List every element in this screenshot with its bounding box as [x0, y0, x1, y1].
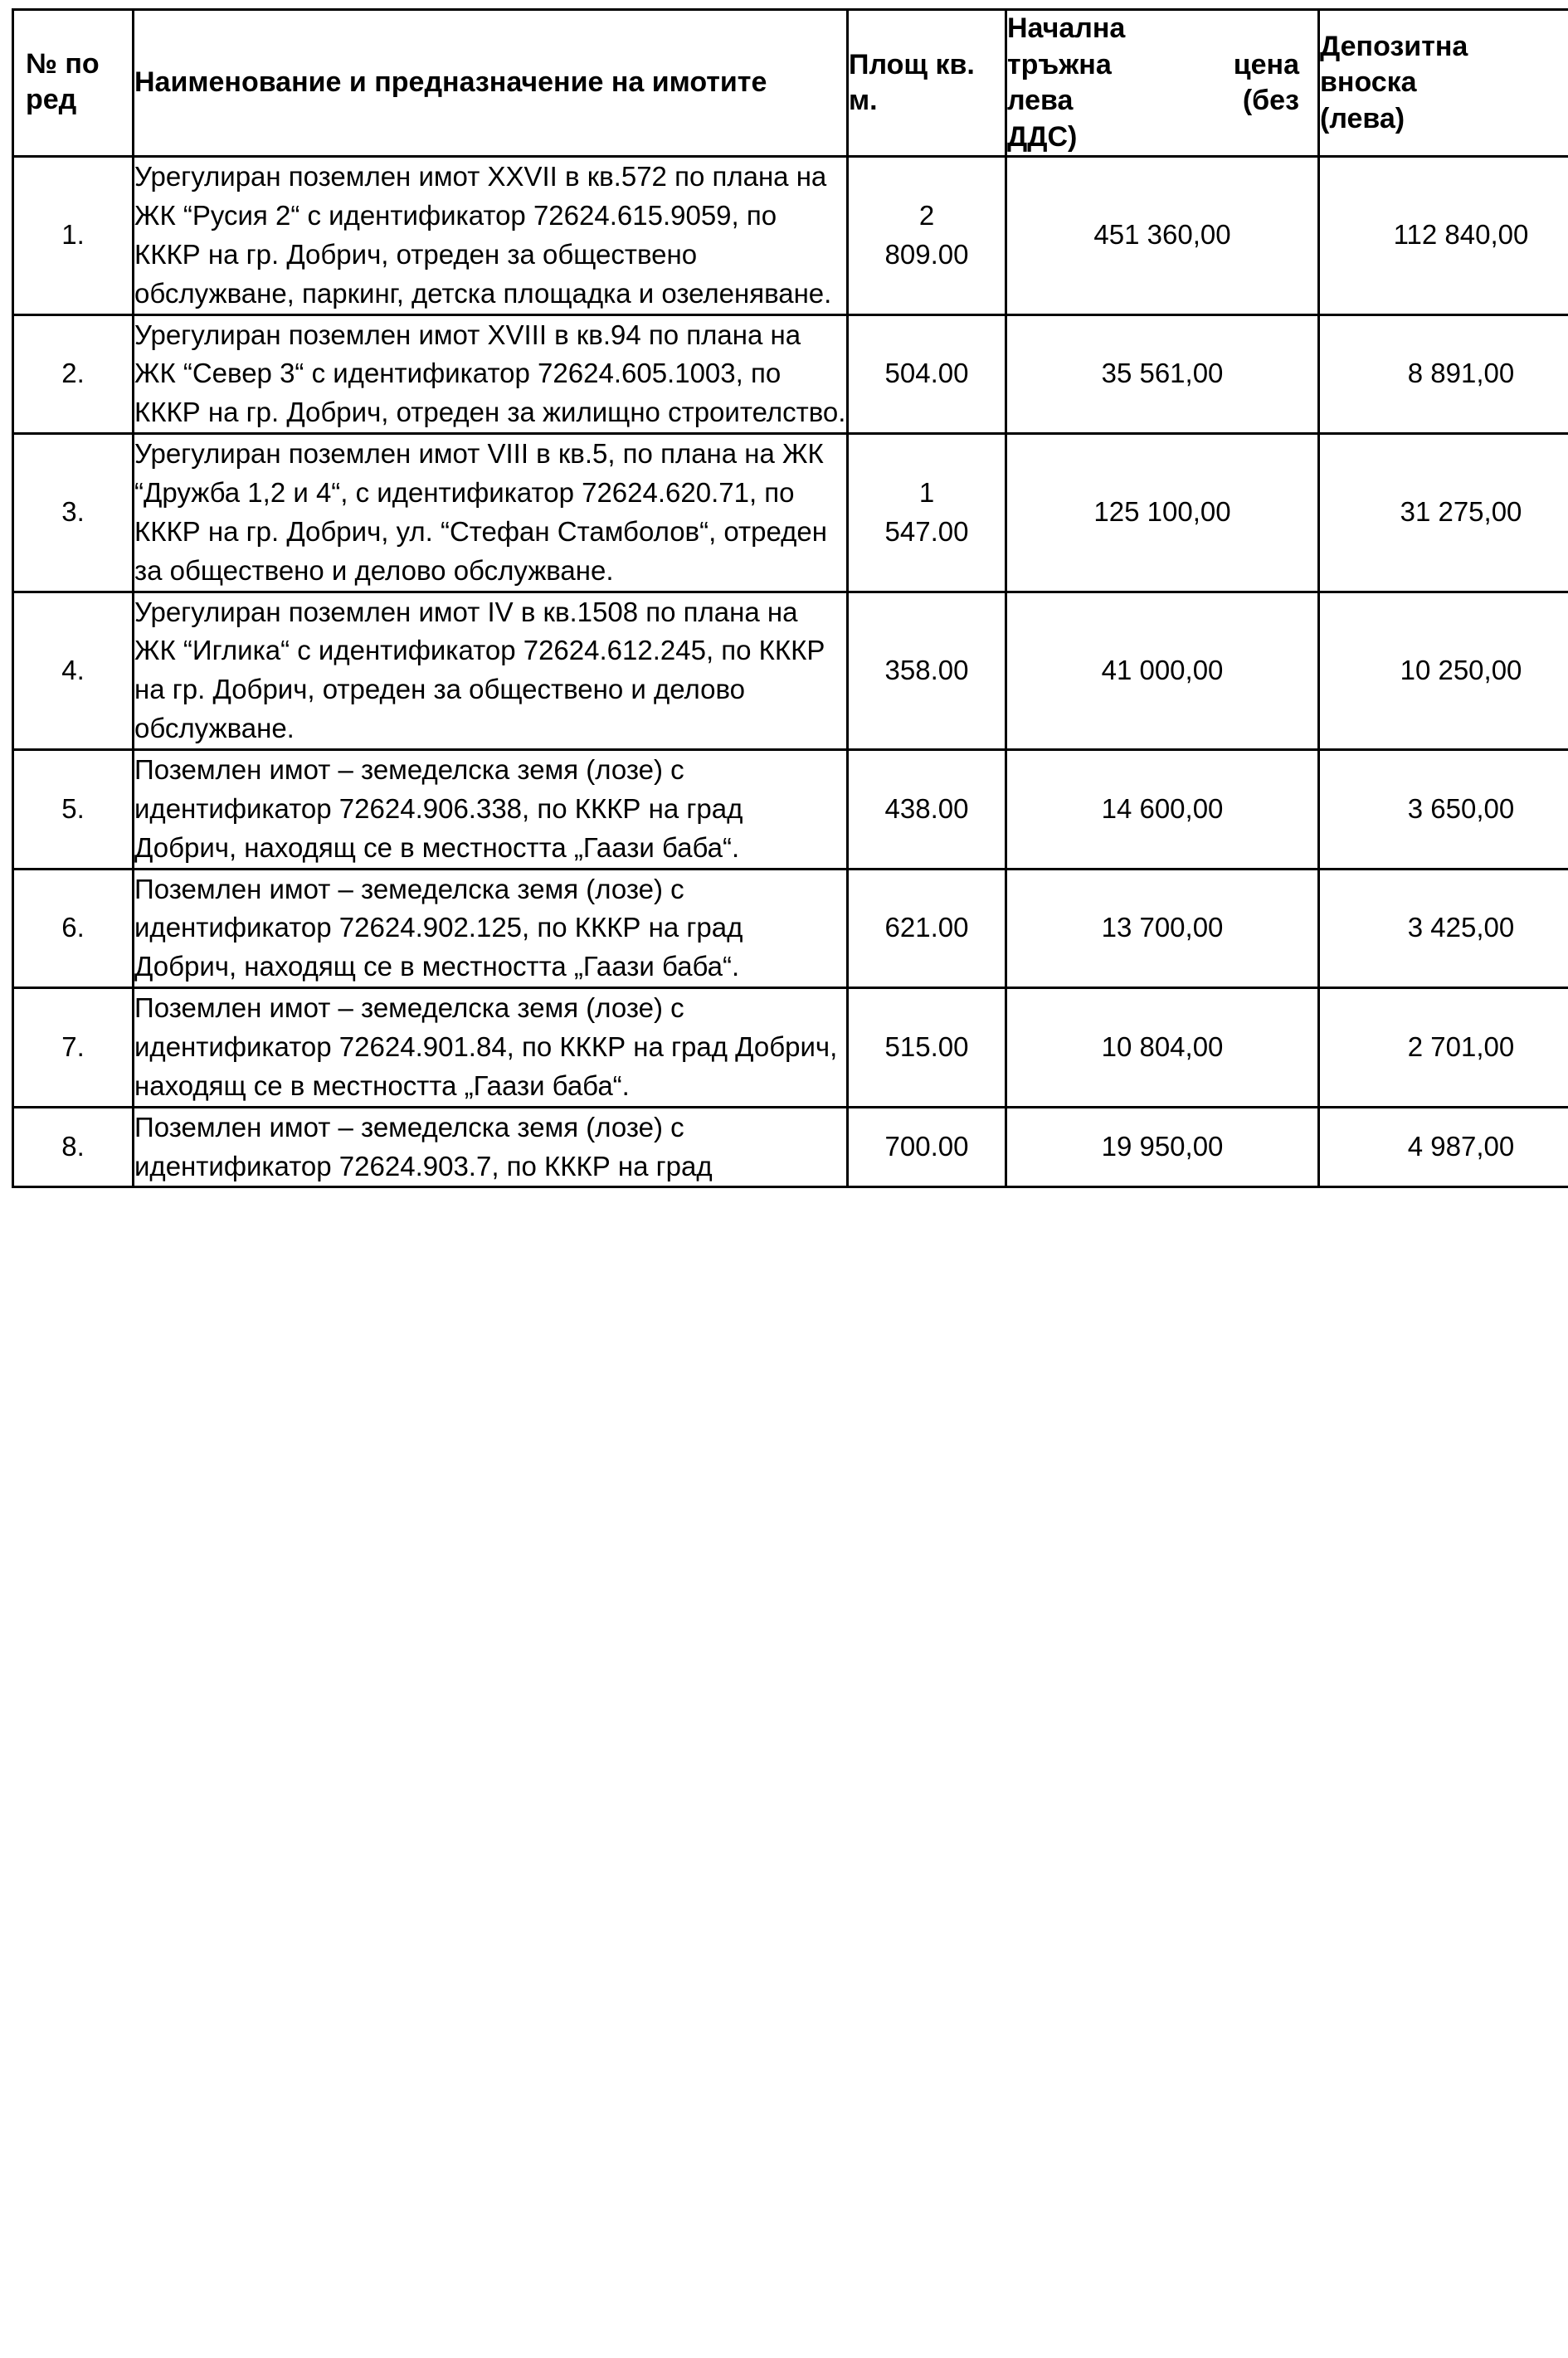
cell-deposit: 8 891,00 [1319, 314, 1568, 434]
cell-row-number: 1. [13, 157, 134, 314]
table-row [13, 434, 1568, 592]
cell-property-description: Поземлен имот – земеделска земя (лозе) с идентификатор 72624.902.125, по КККР на град Добрич, находящ се в местността „Гаази баба“. [134, 869, 848, 988]
table-header-row [13, 10, 1568, 157]
table-header [13, 10, 1568, 157]
table-body [13, 157, 1568, 1187]
table-row [13, 869, 1568, 988]
cell-starting-price: 14 600,00 [1006, 749, 1319, 869]
cell-starting-price: 451 360,00 [1006, 157, 1319, 314]
column-header-deposit-line-2: вноска [1320, 66, 1417, 99]
cell-deposit: 31 275,00 [1319, 434, 1568, 592]
cell-starting-price: 35 561,00 [1006, 314, 1319, 434]
cell-area-line-1: 1 [918, 476, 935, 508]
table-row [13, 592, 1568, 749]
cell-property-description: Урегулиран поземлен имот IV в кв.1508 по плана на ЖК “Иглика“ с идентификатор 72624.612.245, по КККР на гр. Добрич, отреден за обществено и делово обслужване. [134, 592, 848, 749]
column-header-name: Наименование и предназначение на имотите [134, 10, 848, 157]
column-header-price-line-3: лева (без [1007, 85, 1299, 117]
cell-deposit: 112 840,00 [1319, 157, 1568, 314]
column-header-price-line-1: Начална [1007, 12, 1126, 44]
column-header-deposit-line-1: Депозитна [1320, 30, 1468, 62]
cell-area [848, 1107, 1006, 1187]
cell-starting-price: 13 700,00 [1006, 869, 1319, 988]
cell-area [848, 592, 1006, 749]
column-header-price-line-2: тръжна цена [1007, 48, 1299, 80]
cell-area [848, 869, 1006, 988]
cell-area [848, 749, 1006, 869]
cell-area-line-1: 2 [918, 199, 935, 231]
table-row [13, 1107, 1568, 1187]
column-header-deposit [1319, 10, 1568, 157]
cell-property-description: Поземлен имот – земеделска земя (лозе) с идентификатор 72624.906.338, по КККР на град Добрич, находящ се в местността „Гаази баба“. [134, 749, 848, 869]
cell-row-number: 2. [13, 314, 134, 434]
cell-area-line-1: 621.00 [884, 912, 969, 943]
column-header-number: № по ред [13, 10, 134, 157]
cell-area [848, 157, 1006, 314]
cell-row-number: 4. [13, 592, 134, 749]
cell-row-number: 3. [13, 434, 134, 592]
cell-property-description: Урегулиран поземлен имот XXVII в кв.572 по плана на ЖК “Русия 2“ с идентификатор 72624.615.9059, по КККР на гр. Добрич, отреден за обществено обслужване, паркинг, детска площадка и озеленяване. [134, 157, 848, 314]
cell-area-line-1: 504.00 [884, 358, 969, 389]
cell-starting-price: 41 000,00 [1006, 592, 1319, 749]
cell-area-line-1: 700.00 [884, 1131, 969, 1162]
cell-starting-price: 125 100,00 [1006, 434, 1319, 592]
cell-deposit: 10 250,00 [1319, 592, 1568, 749]
cell-row-number: 8. [13, 1107, 134, 1187]
cell-area-line-1: 515.00 [884, 1030, 969, 1062]
cell-row-number: 5. [13, 749, 134, 869]
properties-table [12, 8, 1568, 1188]
cell-row-number: 7. [13, 988, 134, 1108]
cell-deposit: 4 987,00 [1319, 1107, 1568, 1187]
column-header-starting-price [1006, 10, 1319, 157]
column-header-area: Площ кв. м. [848, 10, 1006, 157]
cell-area [848, 434, 1006, 592]
cell-row-number: 6. [13, 869, 134, 988]
column-header-deposit-line-3: (лева) [1320, 102, 1405, 134]
table-row [13, 157, 1568, 314]
cell-area-line-2: 547.00 [884, 515, 969, 547]
cell-property-description: Урегулиран поземлен имот VIII в кв.5, по плана на ЖК “Дружба 1,2 и 4“, с идентификатор 72624.620.71, по КККР на гр. Добрич, ул. “Стефан Стамболов“, отреден за обществено и делово обслужване. [134, 434, 848, 592]
cell-property-description: Урегулиран поземлен имот XVIII в кв.94 по плана на ЖК “Север 3“ с идентификатор 72624.605.1003, по КККР на гр. Добрич, отреден за жилищно строителство. [134, 314, 848, 434]
cell-area [848, 314, 1006, 434]
table-row [13, 314, 1568, 434]
cell-deposit: 3 650,00 [1319, 749, 1568, 869]
table-row [13, 988, 1568, 1108]
cell-property-description: Поземлен имот – земеделска земя (лозе) с идентификатор 72624.901.84, по КККР на град Добрич, находящ се в местността „Гаази баба“. [134, 988, 848, 1108]
table-row [13, 749, 1568, 869]
column-header-price-line-4: ДДС) [1007, 120, 1078, 153]
cell-area-line-1: 438.00 [884, 792, 969, 824]
cell-property-description: Поземлен имот – земеделска земя (лозе) с идентификатор 72624.903.7, по КККР на град [134, 1107, 848, 1187]
cell-area-line-1: 358.00 [884, 654, 969, 685]
cell-area-line-2: 809.00 [884, 238, 969, 270]
cell-deposit: 3 425,00 [1319, 869, 1568, 988]
cell-deposit: 2 701,00 [1319, 988, 1568, 1108]
cell-area [848, 988, 1006, 1108]
cell-starting-price: 19 950,00 [1006, 1107, 1319, 1187]
cell-starting-price: 10 804,00 [1006, 988, 1319, 1108]
